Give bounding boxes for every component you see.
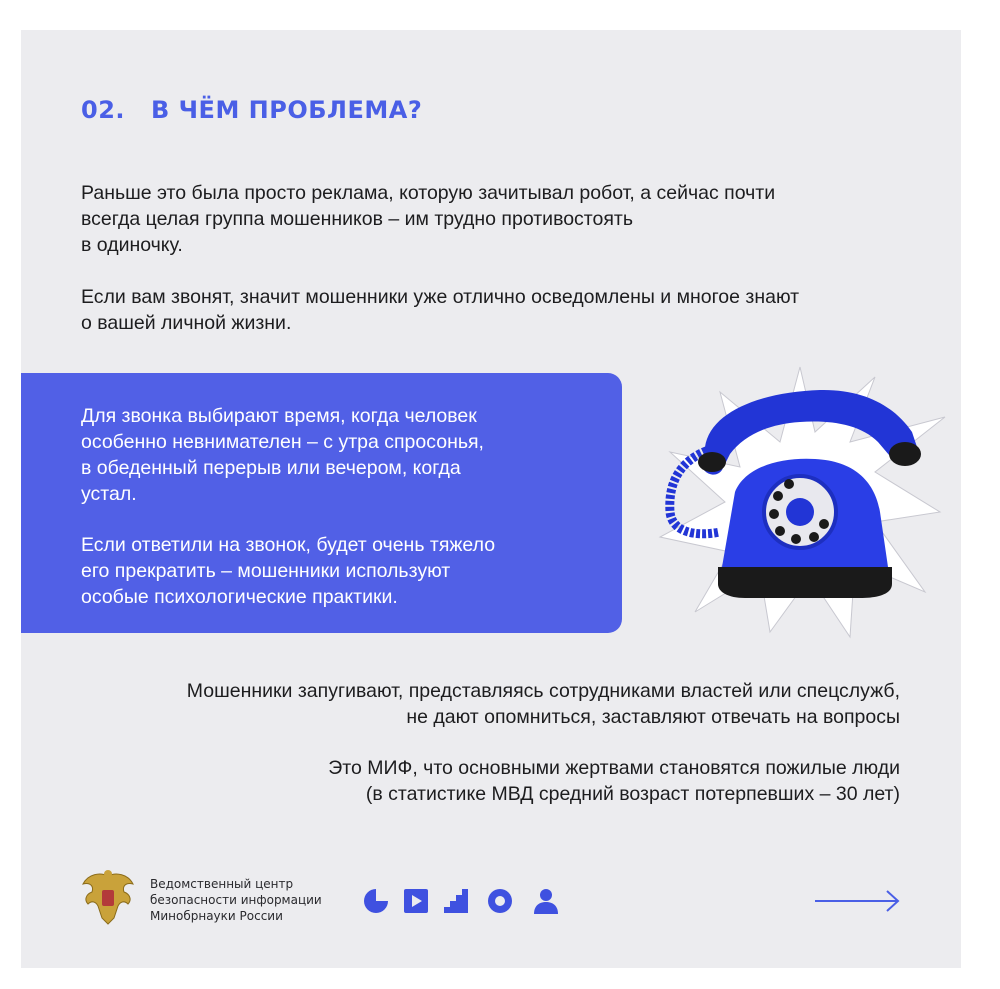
intro-p1-line-2: всегда целая группа мошенников – им трудно противостоять xyxy=(81,208,634,230)
slide-heading xyxy=(81,96,422,124)
person-icon xyxy=(534,889,558,914)
slide-title: В ЧЁМ ПРОБЛЕМА? xyxy=(151,96,423,124)
handset-earpiece xyxy=(889,442,921,466)
dial-hole xyxy=(784,479,794,489)
highlight-p1-line-4: устал. xyxy=(81,483,137,505)
rotary-phone-illustration xyxy=(650,362,950,642)
steps-icon xyxy=(444,889,468,913)
fact-p2-line-2: (в статистике МВД средний возраст потерпевших – 30 лет) xyxy=(365,783,900,805)
highlight-p1-line-1: Для звонка выбирают время, когда человек xyxy=(81,405,477,427)
org-line-2: безопасности информации xyxy=(150,893,322,907)
phone-base-foot xyxy=(718,567,892,598)
highlight-p1-line-2: особенно невнимателен – с утра спросонья, xyxy=(81,431,484,453)
slide-number: 02. xyxy=(81,96,126,124)
highlight-p2-line-1: Если ответили на звонок, будет очень тяжело xyxy=(81,534,496,556)
fact-p1-line-2: не дают опомниться, заставляют отвечать на вопросы xyxy=(406,706,900,728)
arrow-right-icon[interactable] xyxy=(815,888,901,914)
rotary-dial-center xyxy=(786,498,814,526)
highlight-p2-line-2: его прекратить – мошенники используют xyxy=(81,560,451,582)
brand-icon-row xyxy=(362,886,562,916)
highlight-paragraph-2 xyxy=(81,532,571,610)
intro-paragraph-2 xyxy=(81,284,911,336)
fact-p1-line-1: Мошенники запугивают, представляясь сотрудниками властей или спецслужб, xyxy=(186,680,900,702)
fact-paragraph-1 xyxy=(70,678,900,730)
org-line-1: Ведомственный центр xyxy=(150,877,294,891)
intro-p2-line-2: о вашей личной жизни. xyxy=(81,312,292,334)
ring-icon xyxy=(488,889,512,913)
fact-p2-line-1: Это МИФ, что основными жертвами становятся пожилые люди xyxy=(328,757,900,779)
intro-p2-line-1: Если вам звонят, значит мошенники уже отлично осведомлены и многое знают xyxy=(81,286,800,308)
pie-icon xyxy=(364,889,388,913)
intro-paragraph-1 xyxy=(81,180,881,258)
org-line-3: Минобрнауки России xyxy=(150,909,283,923)
dial-hole xyxy=(769,509,779,519)
handset-mouthpiece xyxy=(698,452,726,472)
organization-name xyxy=(150,876,322,924)
intro-p1-line-3: в одиночку. xyxy=(81,234,183,256)
highlight-paragraph-1 xyxy=(81,403,571,507)
dial-hole xyxy=(773,491,783,501)
dial-hole xyxy=(775,526,785,536)
dial-hole xyxy=(791,534,801,544)
intro-p1-line-1: Раньше это была просто реклама, которую зачитывал робот, а сейчас почти xyxy=(81,182,776,204)
dial-hole xyxy=(819,519,829,529)
dial-hole xyxy=(809,532,819,542)
play-icon xyxy=(404,889,428,913)
highlight-p2-line-3: особые психологические практики. xyxy=(81,586,398,608)
coat-of-arms-emblem xyxy=(80,868,136,928)
highlight-p1-line-3: в обеденный перерыв или вечером, когда xyxy=(81,457,461,479)
fact-paragraph-2 xyxy=(70,755,900,807)
